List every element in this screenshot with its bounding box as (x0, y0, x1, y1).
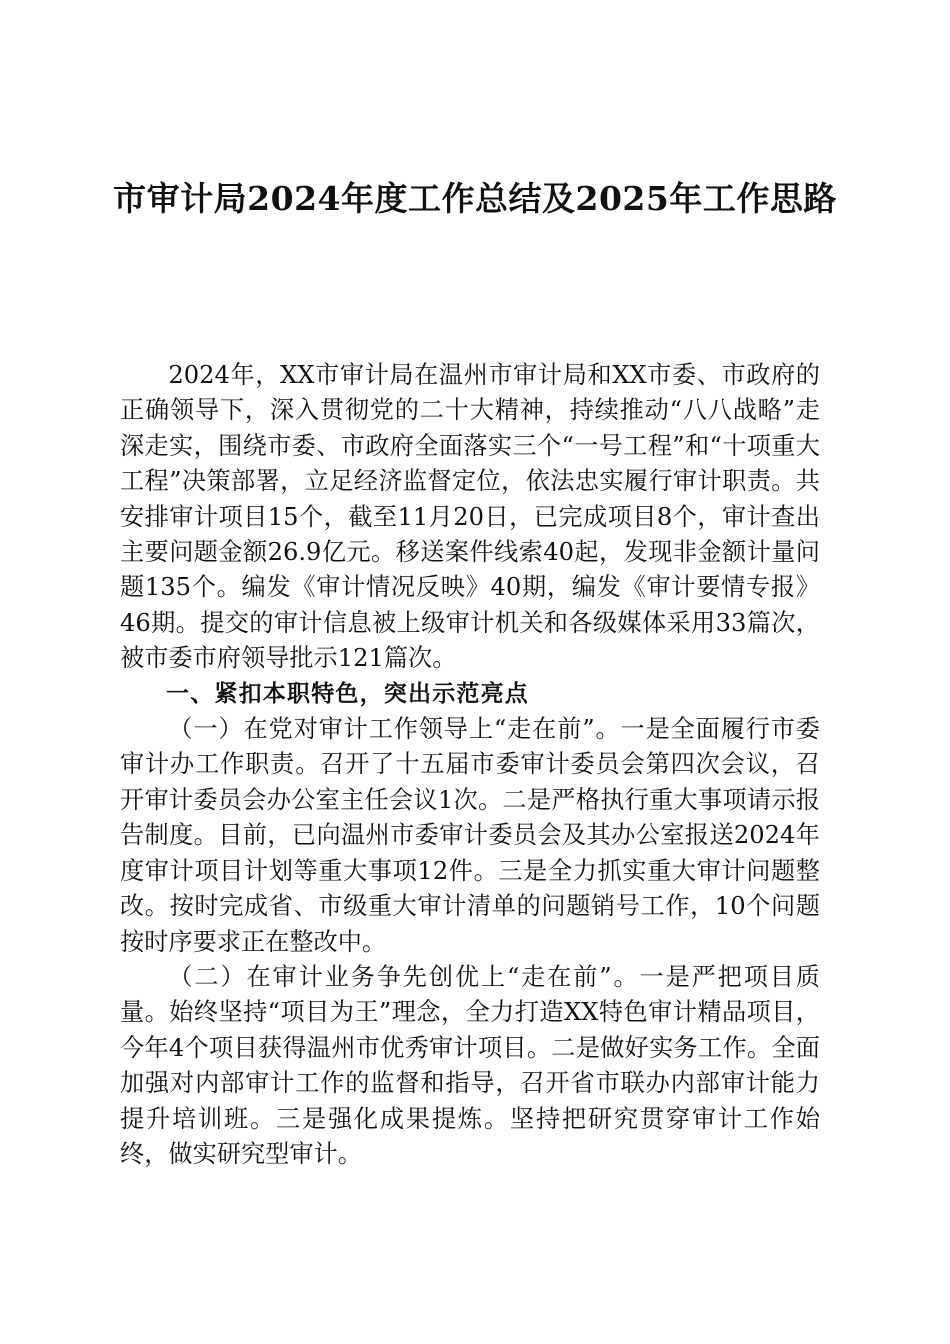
document-body (120, 358, 820, 1172)
section-heading-1: 一、紧扣本职特色，突出示范亮点 (166, 680, 529, 707)
subsection-paragraph-2: （二）在审计业务争先创优上“走在前”。一是严把项目质量。始终坚持“项目为王”理念，全力打造XX特色审计精品项目，今年4个项目获得温州市优秀审计项目。二是做好实务工作。全面加强对内部审计工作的监督和指导，召开省市联办内部审计能力提升培训班。三是强化成果提炼。坚持把研究贯穿审计工作始终，做实研究型审计。 (120, 962, 820, 1168)
subsection-paragraph-1: （一）在党对审计工作领导上“走在前”。一是全面履行市委审计办工作职责。召开了十五届市委审计委员会第四次会议，召开审计委员会办公室主任会议1次。二是严格执行重大事项请示报告制度。目前，已向温州市委审计委员会及其办公室报送2024年度审计项目计划等重大事项12件。三是全力抓实重大审计问题整改。按时完成省、市级重大审计清单的问题销号工作，10个问题按时序要求正在整改中。 (120, 715, 820, 956)
intro-paragraph: 2024年，XX市审计局在温州市审计局和XX市委、市政府的正确领导下，深入贯彻党的二十大精神，持续推动“八八战略”走深走实，围绕市委、市政府全面落实三个“一号工程”和“十项重大工程”决策部署，立足经济监督定位，依法忠实履行审计职责。共安排审计项目15个，截至11月20日，已完成项目8个，审计查出主要问题金额26.9亿元。移送案件线索40起，发现非金额计量问题135个。编发《审计情况反映》40期，编发《审计要情专报》46期。提交的审计信息被上级审计机关和各级媒体采用33篇次，被市委市府领导批示121篇次。 (120, 361, 820, 673)
document-title: 市审计局2024年度工作总结及2025年工作思路 (113, 179, 837, 218)
